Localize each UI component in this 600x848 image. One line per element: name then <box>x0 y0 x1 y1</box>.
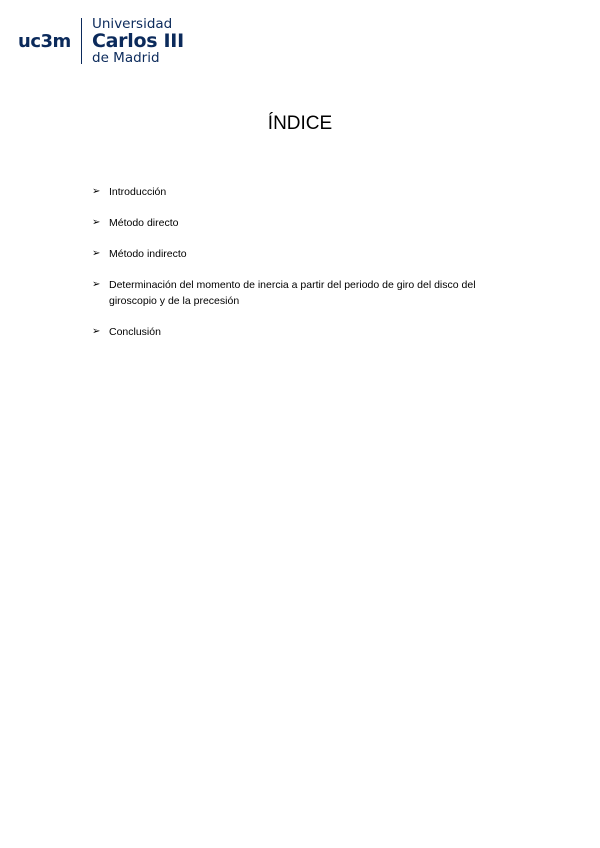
logo-abbreviation: uc3m <box>18 31 71 52</box>
university-logo <box>18 16 188 68</box>
toc-item-label: Conclusión <box>109 326 161 338</box>
toc-item-metodo-indirecto <box>92 246 512 262</box>
arrow-bullet-icon: ➢ <box>92 217 101 228</box>
toc-item-introduccion <box>92 184 512 200</box>
logo-line-2: Carlos III <box>92 30 184 52</box>
logo-divider <box>81 18 82 64</box>
toc-item-label: Método directo <box>109 217 179 229</box>
table-of-contents <box>92 184 512 340</box>
logo-line-3: de Madrid <box>92 50 160 66</box>
toc-item-label: Determinación del momento de inercia a partir del periodo de giro del disco del giroscopio y de la precesión <box>109 279 476 307</box>
arrow-bullet-icon: ➢ <box>92 326 101 337</box>
arrow-bullet-icon: ➢ <box>92 248 101 259</box>
toc-item-label: Método indirecto <box>109 248 187 260</box>
toc-item-conclusion <box>92 324 512 340</box>
arrow-bullet-icon: ➢ <box>92 279 101 290</box>
logo-line-1: Universidad <box>92 16 173 32</box>
toc-item-label: Introducción <box>109 186 167 198</box>
page-title: ÍNDICE <box>267 113 333 134</box>
arrow-bullet-icon: ➢ <box>92 186 101 197</box>
toc-item-determinacion <box>92 277 512 309</box>
toc-item-metodo-directo <box>92 215 512 231</box>
